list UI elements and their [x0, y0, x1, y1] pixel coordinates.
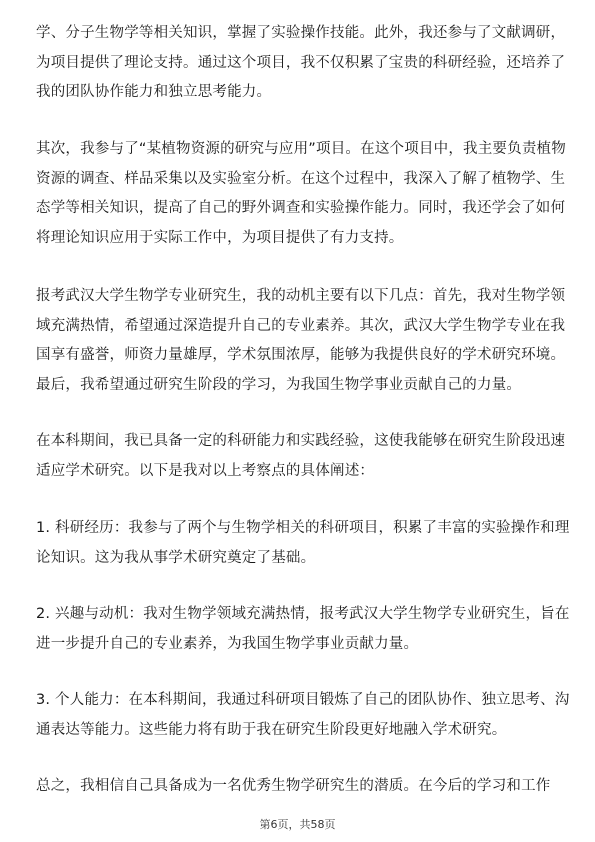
paragraph-conclusion [36, 772, 561, 802]
text-line: 报考武汉大学生物学专业研究生，我的动机主要有以下几点：首先，我对生物学领 [36, 288, 566, 304]
list-item-ability [36, 686, 570, 745]
text-line: 学、分子生物学等相关知识，掌握了实验操作技能。此外，我还参与了文献调研， [36, 25, 566, 41]
text-line: 3. 个人能力：在本科期间，我通过科研项目锻炼了自己的团队协作、独立思考、沟 [36, 692, 570, 708]
text-line: 进一步提升自己的专业素养，为我国生物学事业贡献力量。 [36, 635, 419, 652]
text-line: 域充满热情，希望通过深造提升自己的专业素养。其次，武汉大学生物学专业在我 [36, 317, 566, 334]
text-line: 国享有盛誉，师资力量雄厚，学术氛围浓厚，能够为我提供良好的学术研究环境。 [36, 347, 566, 363]
text-line: 总之，我相信自己具备成为一名优秀生物学研究生的潜质。在今后的学习和工作 [36, 778, 551, 794]
page-number-footer: 第6页，共58页 [259, 818, 336, 831]
text-line: 为项目提供了理论支持。通过这个项目，我不仅积累了宝贵的科研经验，还培养了 [36, 54, 566, 71]
text-line: 通表达等能力。这些能力将有助于我在研究生阶段更好地融入学术研究。 [36, 721, 507, 738]
text-line: 2. 兴趣与动机：我对生物学领域充满热情，报考武汉大学生物学专业研究生，旨在 [36, 606, 570, 622]
paragraph-1 [36, 19, 566, 108]
text-line: 适应学术研究。以下是我对以上考察点的具体阐述： [36, 462, 375, 479]
text-line: 1. 科研经历：我参与了两个与生物学相关的科研项目，积累了丰富的实验操作和理 [36, 520, 570, 536]
paragraph-3 [36, 282, 566, 400]
list-item-research [36, 514, 570, 573]
list-item-motivation [36, 600, 570, 659]
text-line: 态学等相关知识，提高了自己的野外调查和实验操作能力。同时，我还学会了如何 [36, 200, 566, 216]
document-page [36, 0, 570, 842]
paragraph-2 [36, 135, 566, 253]
text-line: 在本科期间，我已具备一定的科研能力和实践经验，这使我能够在研究生阶段迅速 [36, 433, 566, 449]
text-line: 最后，我希望通过研究生阶段的学习，为我国生物学事业贡献自己的力量。 [36, 376, 522, 393]
text-line: 其次，我参与了“某植物资源的研究与应用”项目。在这个项目中，我主要负责植物 [36, 141, 566, 157]
paragraph-4 [36, 427, 566, 486]
text-line: 我的团队协作能力和独立思考能力。 [36, 84, 272, 100]
text-line: 资源的调查、样品采集以及实验室分析。在这个过程中，我深入了解了植物学、生 [36, 170, 566, 187]
text-line: 论知识。这为我从事学术研究奠定了基础。 [36, 549, 316, 566]
text-line: 将理论知识应用于实际工作中，为项目提供了有力支持。 [36, 229, 404, 246]
